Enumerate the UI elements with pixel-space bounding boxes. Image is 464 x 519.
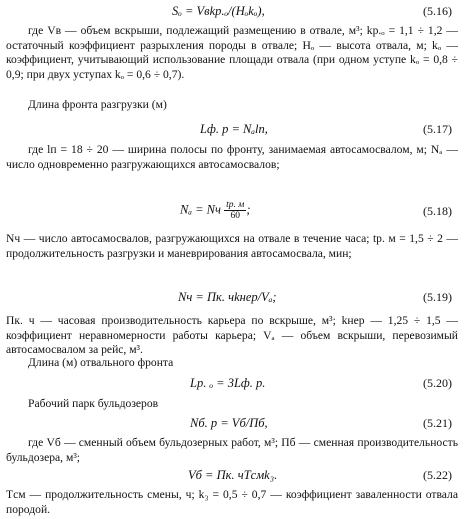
paragraph-dump-front-heading: Длина (м) отвального фронта (28, 356, 174, 369)
equation-formula: Lф. р = Nₐlп, (200, 122, 268, 136)
equation-tail: ; (246, 202, 251, 217)
fraction-denominator: 60 (230, 211, 240, 221)
paragraph-definitions-5-22: Tсм — продолжительность смены, ч; k₃ = 0,5 ÷ 0,7 — коэффициент заваленности отвала породой. (6, 488, 458, 516)
paragraph-bulldozer-park-heading: Рабочий парк бульдозеров (28, 397, 159, 410)
equation-number: (5.20) (423, 376, 452, 390)
equation-formula: Nч = Пк. чkнер/Vₐ; (178, 290, 277, 304)
equation-5-21 (0, 416, 464, 432)
equation-formula: Sₒ = Vвkр.ₒ/(Hₒkₒ), (172, 4, 265, 18)
equation-number: (5.21) (423, 416, 452, 430)
equation-5-17 (0, 122, 464, 138)
paragraph-definitions-5-17: где lп = 18 ÷ 20 — ширина полосы по фронту, занимаемая автосамосвалом, м; Nₐ — число одновременно разгружающихся автосамосвалов; (6, 143, 458, 171)
paragraph-definitions-5-19: Пк. ч — часовая производительность карьера по вскрыше, м³; kнер — 1,25 ÷ 1,5 — коэффициент неравномерности работы карьера; Vₐ — объем вскрыши, перевозимый автосамосвалом за рейс, м³. (6, 314, 458, 357)
paragraph-front-length-heading: Длина фронта разгрузки (м) (28, 98, 167, 111)
equation-number: (5.18) (423, 204, 452, 218)
fraction-numerator: tр. м (226, 200, 245, 210)
paragraph-definitions-5-21: где Vб — сменный объем бульдозерных работ, м³; Пб — сменная производительность бульдозера, м³; (6, 436, 458, 464)
equation-formula: Vб = Пк. чTсмk₃. (188, 468, 278, 482)
equation-number: (5.16) (423, 4, 452, 18)
paragraph-definitions-5-16: где Vв — объем вскрыши, подлежащий размещению в отвале, м³; kр.ₒ = 1,1 ÷ 1,2 — остаточный коэффициент разрыхления породы в отвале; Hₒ — высота отвала, м; kₒ — коэффициент, учитывающий использование площади отвала (при одном уступе kₒ = 0,8 ÷ 0,9; при двух уступах kₒ = 0,6 ÷ 0,7). (6, 24, 458, 81)
equation-5-20 (0, 376, 464, 392)
equation-5-22 (0, 468, 464, 484)
equation-formula: Lр. ₒ = 3Lф. р. (190, 376, 266, 390)
fraction (224, 200, 246, 221)
equation-5-16 (0, 4, 464, 20)
equation-number: (5.17) (423, 122, 452, 136)
paragraph-definitions-5-18: Nч — число автосамосвалов, разгружающихся на отвале в течение часа; tр. м = 1,5 ÷ 2 — продолжительность разгрузки и маневрирования автосамосвала, мин; (6, 232, 458, 260)
equation-5-19 (0, 290, 464, 306)
equation-formula (180, 200, 250, 221)
equation-number: (5.22) (423, 468, 452, 482)
equation-formula: Nб. р = Vб/Пб, (190, 416, 268, 430)
equation-5-18 (0, 200, 464, 224)
equation-lhs: Nₐ = Nч (180, 202, 221, 217)
equation-number: (5.19) (423, 290, 452, 304)
